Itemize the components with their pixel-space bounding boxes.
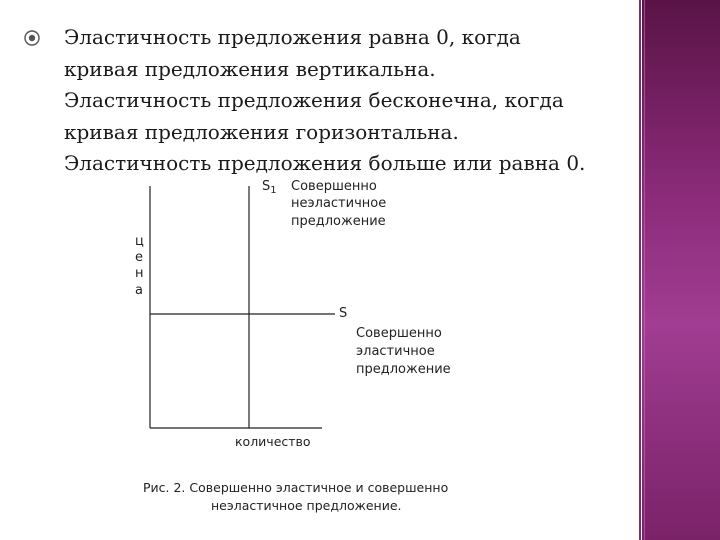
vertical-curve-note-line: неэластичное — [291, 196, 387, 211]
y-axis-letter: н — [135, 266, 144, 281]
figure-caption-line: Рис. 2. Совершенно эластичное и совершенно — [143, 480, 449, 495]
paragraph-line: Эластичность предложения бесконечна, когда — [64, 88, 564, 112]
paragraph-line: Эластичность предложения равна 0, когда — [64, 25, 521, 49]
paragraph-line: кривая предложения вертикальна. — [64, 56, 436, 81]
y-axis-letter: ц — [135, 234, 144, 249]
y-axis-letter: е — [135, 250, 143, 265]
paragraph-line: Эластичность предложения больше или равна 0. — [64, 151, 586, 175]
y-axis-letter: а — [135, 283, 143, 298]
horizontal-curve-label: S — [339, 306, 348, 321]
x-axis-label: количество — [235, 434, 311, 449]
horizontal-curve-note-line: предложение — [356, 362, 451, 377]
figure-caption-line: неэластичное предложение. — [211, 498, 402, 513]
vertical-curve-note-line: предложение — [291, 214, 386, 229]
vertical-curve-note-line: Совершенно — [291, 179, 377, 194]
side-divider-highlight — [644, 0, 645, 540]
decorative-side-band — [642, 0, 720, 540]
paragraph-line: кривая предложения горизонтальна. — [64, 119, 459, 144]
horizontal-curve-note-line: эластичное — [356, 344, 435, 359]
vertical-curve-label: $S_1$ — [262, 179, 277, 196]
horizontal-curve-note-line: Совершенно — [356, 326, 442, 341]
